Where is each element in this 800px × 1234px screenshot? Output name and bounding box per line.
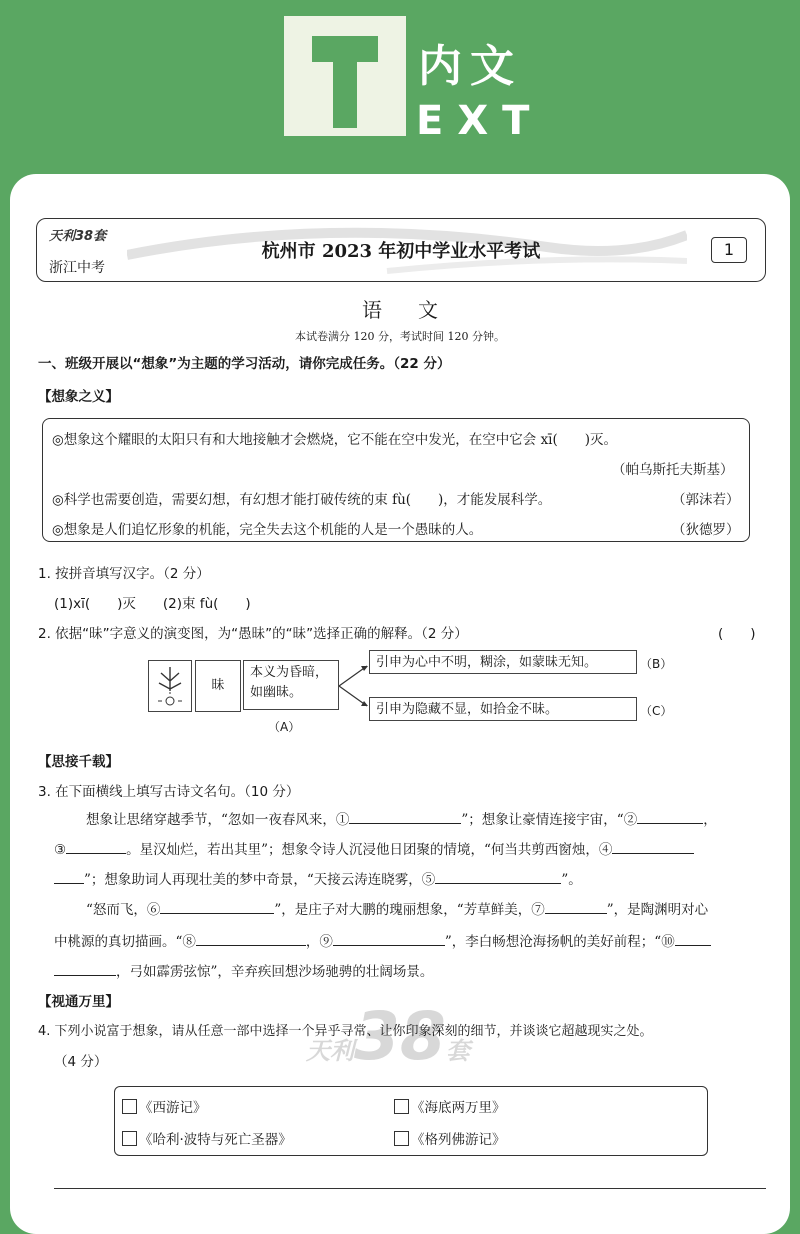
book-option-4[interactable]: 《格列佛游记》 bbox=[394, 1128, 506, 1148]
banner-en: EXT bbox=[416, 98, 544, 144]
checkbox[interactable] bbox=[122, 1131, 137, 1146]
question-1: 1. 按拼音填写汉字。（2 分） bbox=[38, 566, 210, 582]
poem-line-2: ③ 。星汉灿烂，若出其里”；想象令诗人沉浸他日团聚的情境，“何当共剪西窗烛，④ bbox=[54, 838, 694, 858]
blank-5[interactable] bbox=[435, 869, 561, 884]
ancient-char-figure bbox=[148, 660, 192, 712]
watermark: 天利38套 bbox=[306, 998, 470, 1075]
quote-2-author: （郭沫若） bbox=[672, 492, 740, 508]
banner-logo-box bbox=[284, 16, 406, 136]
quote-3: ◎想象是人们追忆形象的机能，完全失去这个机能的人是一个愚昧的人。 bbox=[52, 522, 483, 538]
blank-8[interactable] bbox=[196, 931, 306, 946]
blank-4-cont[interactable] bbox=[54, 869, 84, 884]
meaning-b-box: 引申为心中不明，糊涂，如蒙昧无知。 bbox=[369, 650, 637, 674]
blank-3[interactable] bbox=[66, 839, 126, 854]
part-one-title: 一、班级开展以“想象”为主题的学习活动，请你完成任务。（22 分） bbox=[38, 356, 451, 372]
quote-3-author: （狄德罗） bbox=[672, 522, 740, 538]
poem-line-5: 中桃源的真切描画。“⑧ ，⑨ ”，李白畅想沧海扬帆的美好前程；“⑩ bbox=[54, 930, 711, 950]
book-option-1[interactable]: 《西游记》 bbox=[122, 1096, 207, 1116]
exam-note: 本试卷满分 120 分，考试时间 120 分钟。 bbox=[295, 330, 505, 343]
region-label: 浙江中考 bbox=[49, 260, 105, 276]
section-imagination-meaning: 【想象之义】 bbox=[38, 389, 119, 405]
quote-2: ◎科学也需要创造，需要幻想，有幻想才能打破传统的束 fù( )，才能发展科学。 bbox=[52, 492, 552, 508]
blank-7[interactable] bbox=[545, 899, 607, 914]
checkbox[interactable] bbox=[122, 1099, 137, 1114]
poem-line-6: ，弓如霹雳弦惊”，辛弃疾回想沙场驰骋的壮阔场景。 bbox=[54, 960, 433, 980]
answer-line[interactable] bbox=[54, 1188, 766, 1189]
meaning-a-box: 本义为昏暗，如幽昧。 bbox=[243, 660, 339, 710]
meaning-c-label: （C） bbox=[640, 704, 673, 718]
book-option-2[interactable]: 《海底两万里》 bbox=[394, 1096, 506, 1116]
blank-10[interactable] bbox=[675, 931, 711, 946]
question-1-blanks[interactable]: (1)xī( )灭 (2)束 fù( ) bbox=[54, 596, 251, 612]
question-4-score: （4 分） bbox=[54, 1054, 108, 1070]
blank-4[interactable] bbox=[612, 839, 694, 854]
banner-cn: 内文 bbox=[418, 41, 522, 92]
poem-line-4: “怒而飞，⑥ ”，是庄子对大鹏的瑰丽想象，“芳草鲜美，⑦ ”，是陶渊明对心 bbox=[86, 898, 708, 918]
question-2-answer-paren[interactable]: ( ) bbox=[718, 626, 756, 642]
subject-title: 语文 bbox=[362, 298, 474, 322]
exam-number: 1 bbox=[711, 237, 747, 263]
blank-2[interactable] bbox=[637, 809, 703, 824]
banner-t-letter bbox=[312, 36, 378, 128]
brand-logo: 天利38套 bbox=[49, 229, 107, 244]
quote-1-author: （帕乌斯托夫斯基） bbox=[612, 462, 734, 478]
poem-line-3: ”；想象助词人再现壮美的梦中奇景，“天接云涛连晓雾，⑤ ”。 bbox=[54, 868, 582, 888]
meaning-c-box: 引申为隐藏不显，如拾金不昧。 bbox=[369, 697, 637, 721]
section-vision: 【视通万里】 bbox=[38, 994, 119, 1010]
exam-header bbox=[36, 218, 766, 282]
blank-6[interactable] bbox=[160, 899, 274, 914]
exam-title: 杭州市 2023 年初中学业水平考试 bbox=[261, 241, 541, 262]
meaning-a-label: （A） bbox=[268, 720, 301, 734]
checkbox[interactable] bbox=[394, 1099, 409, 1114]
meaning-b-label: （B） bbox=[640, 657, 673, 671]
poem-line-1: 想象让思绪穿越季节，“忽如一夜春风来，① ”；想象让豪情连接宇宙，“② ， bbox=[86, 808, 717, 828]
blank-1[interactable] bbox=[349, 809, 461, 824]
question-3: 3. 在下面横线上填写古诗文名句。（10 分） bbox=[38, 784, 300, 800]
section-thinking: 【思接千载】 bbox=[38, 754, 119, 770]
question-2: 2. 依据“昧”字意义的演变图，为“愚昧”的“昧”选择正确的解释。（2 分） bbox=[38, 626, 468, 642]
branch-arrows bbox=[339, 660, 371, 712]
blank-9[interactable] bbox=[333, 931, 445, 946]
question-4: 4. 下列小说富于想象，请从任意一部中选择一个异乎寻常、让你印象深刻的细节，并谈谈它超越现实之处。 bbox=[38, 1024, 653, 1039]
book-option-3[interactable]: 《哈利·波特与死亡圣器》 bbox=[122, 1128, 292, 1148]
checkbox[interactable] bbox=[394, 1131, 409, 1146]
blank-10-cont[interactable] bbox=[54, 961, 116, 976]
modern-char-box: 昧 bbox=[195, 660, 241, 712]
quote-1: ◎想象这个耀眼的太阳只有和大地接触才会燃烧，它不能在空中发光，在空中它会 xī( )灭。 bbox=[52, 432, 618, 448]
